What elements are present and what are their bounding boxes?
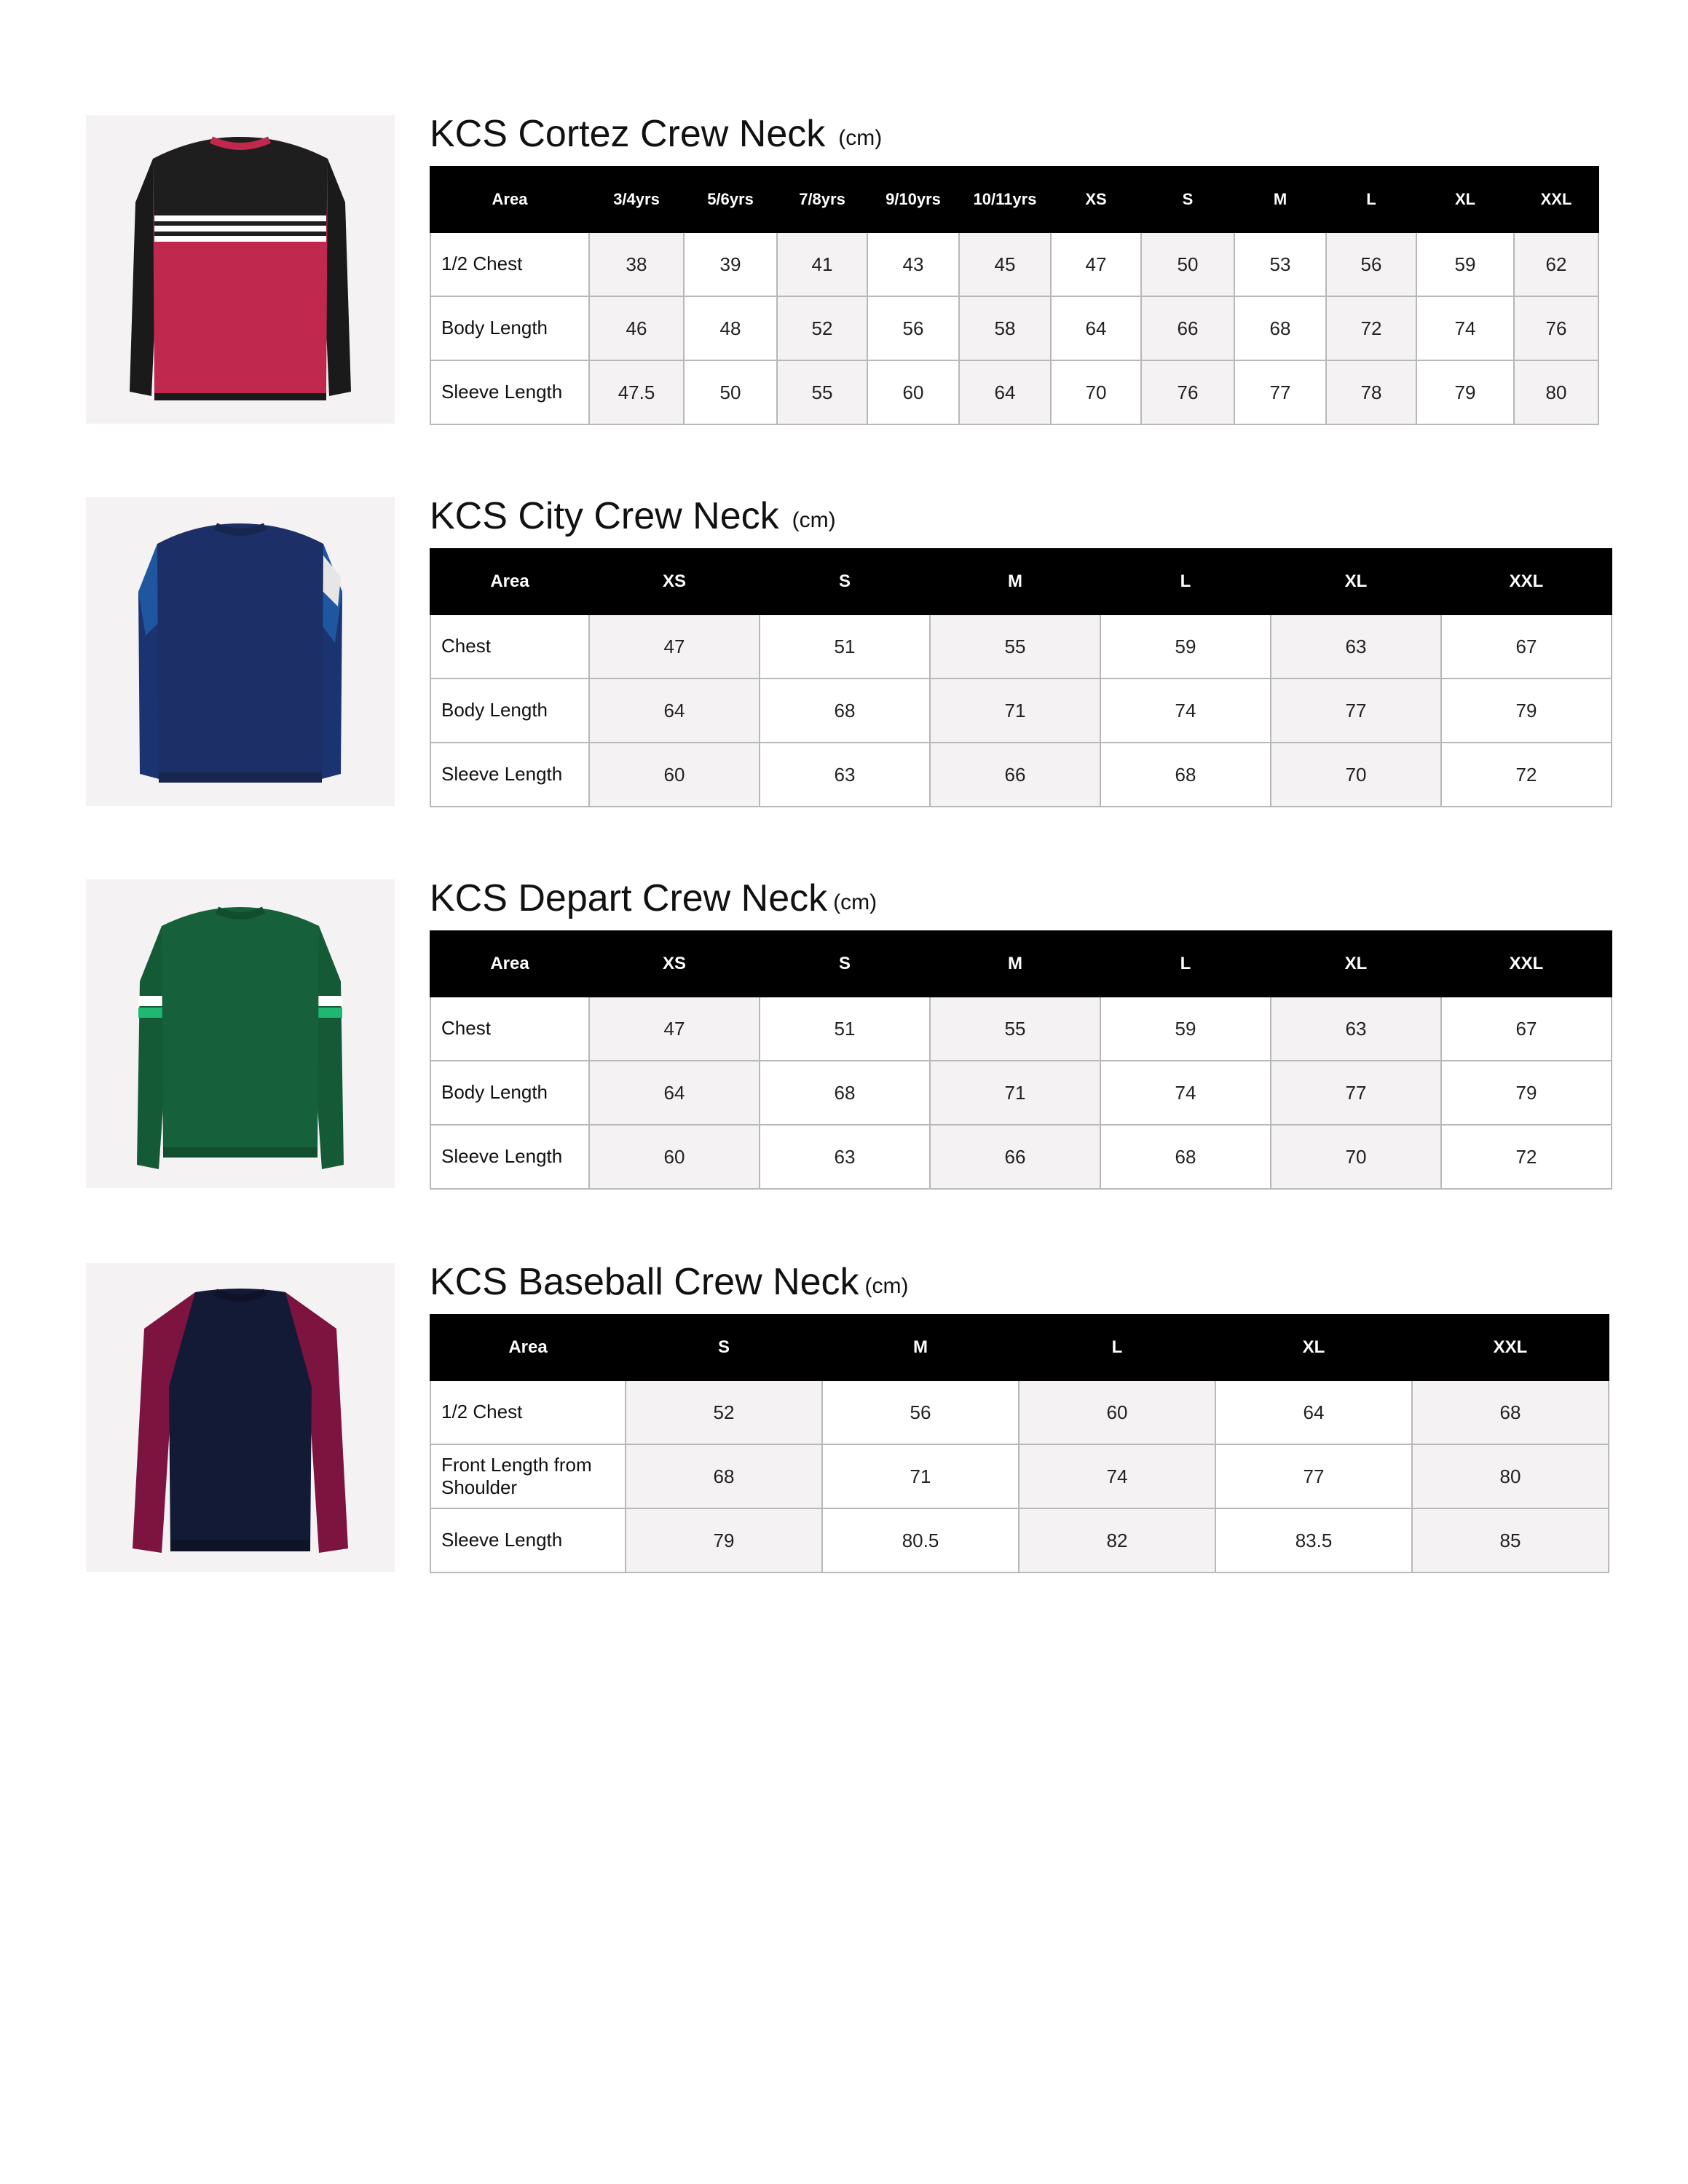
column-header: Area	[430, 931, 589, 997]
column-header: Area	[430, 1315, 626, 1380]
column-header: XXL	[1412, 1315, 1609, 1380]
table-cell: 70	[1051, 360, 1141, 424]
table-cell: 72	[1441, 743, 1612, 807]
table-cell: 59	[1100, 614, 1271, 678]
row-label: Body Length	[430, 296, 589, 360]
table-row	[430, 614, 1612, 678]
table-row	[430, 1061, 1612, 1125]
table-cell: 53	[1234, 232, 1326, 296]
table-cell: 79	[1416, 360, 1514, 424]
table-cell: 64	[589, 678, 760, 743]
unit-label: (cm)	[792, 508, 836, 532]
table-cell: 60	[589, 743, 760, 807]
table-cell: 68	[1100, 1125, 1271, 1189]
table-cell: 76	[1514, 296, 1598, 360]
row-label: 1/2 Chest	[430, 1380, 626, 1444]
table-cell: 48	[684, 296, 777, 360]
table-cell: 64	[1215, 1380, 1412, 1444]
product-title	[430, 1263, 909, 1301]
table-row	[430, 360, 1598, 424]
table-cell: 68	[760, 678, 930, 743]
unit-label: (cm)	[864, 1274, 909, 1298]
table-header-row	[430, 1315, 1609, 1380]
table-cell: 63	[760, 1125, 930, 1189]
table-cell: 82	[1019, 1508, 1215, 1572]
table-cell: 72	[1326, 296, 1416, 360]
table-row	[430, 1380, 1609, 1444]
table-cell: 66	[1141, 296, 1234, 360]
table-cell: 71	[930, 678, 1100, 743]
table-cell: 79	[626, 1508, 822, 1572]
column-header: XS	[589, 931, 760, 997]
row-label: Chest	[430, 997, 589, 1061]
row-label: 1/2 Chest	[430, 232, 589, 296]
size-table	[430, 548, 1612, 807]
table-row	[430, 997, 1612, 1061]
table-cell: 55	[930, 614, 1100, 678]
table-cell: 47	[589, 997, 760, 1061]
row-label: Chest	[430, 614, 589, 678]
table-cell: 52	[777, 296, 867, 360]
table-cell: 45	[959, 232, 1051, 296]
table-cell: 60	[1019, 1380, 1215, 1444]
column-header: XL	[1416, 167, 1514, 232]
column-header: XL	[1215, 1315, 1412, 1380]
table-cell: 55	[777, 360, 867, 424]
unit-label: (cm)	[833, 890, 877, 914]
table-cell: 66	[930, 1125, 1100, 1189]
table-cell: 52	[626, 1380, 822, 1444]
table-cell: 74	[1019, 1444, 1215, 1508]
table-cell: 41	[777, 232, 867, 296]
product-title	[430, 879, 877, 917]
table-header-row	[430, 167, 1598, 232]
table-cell: 80	[1412, 1444, 1609, 1508]
table-cell: 62	[1514, 232, 1598, 296]
table-cell: 77	[1271, 678, 1441, 743]
table-row	[430, 678, 1612, 743]
column-header: M	[822, 1315, 1019, 1380]
column-header: L	[1100, 549, 1271, 614]
table-cell: 70	[1271, 1125, 1441, 1189]
table-cell: 71	[930, 1061, 1100, 1125]
table-row	[430, 1444, 1609, 1508]
product-name: KCS City Crew Neck	[430, 495, 779, 537]
column-header: 3/4yrs	[589, 167, 684, 232]
table-cell: 56	[822, 1380, 1019, 1444]
table-cell: 74	[1100, 1061, 1271, 1125]
table-cell: 47	[1051, 232, 1141, 296]
table-cell: 47	[589, 614, 760, 678]
row-label: Front Length from Shoulder	[430, 1444, 626, 1508]
table-cell: 68	[1412, 1380, 1609, 1444]
table-cell: 47.5	[589, 360, 684, 424]
row-label: Body Length	[430, 678, 589, 743]
table-cell: 71	[822, 1444, 1019, 1508]
column-header: XXL	[1441, 931, 1612, 997]
table-cell: 67	[1441, 614, 1612, 678]
table-cell: 59	[1100, 997, 1271, 1061]
column-header: XS	[589, 549, 760, 614]
table-cell: 80.5	[822, 1508, 1019, 1572]
column-header: Area	[430, 167, 589, 232]
column-header: XS	[1051, 167, 1141, 232]
navy-blue-crew-neck-sweater-icon	[86, 497, 395, 806]
table-cell: 39	[684, 232, 777, 296]
table-cell: 56	[1326, 232, 1416, 296]
table-cell: 51	[760, 997, 930, 1061]
product-title	[430, 115, 882, 153]
table-row	[430, 296, 1598, 360]
table-cell: 38	[589, 232, 684, 296]
table-cell: 74	[1100, 678, 1271, 743]
column-header: M	[930, 549, 1100, 614]
table-cell: 79	[1441, 678, 1612, 743]
row-label: Sleeve Length	[430, 1508, 626, 1572]
table-cell: 64	[1051, 296, 1141, 360]
table-cell: 51	[760, 614, 930, 678]
table-cell: 77	[1215, 1444, 1412, 1508]
table-cell: 79	[1441, 1061, 1612, 1125]
row-label: Sleeve Length	[430, 743, 589, 807]
column-header: M	[1234, 167, 1326, 232]
column-header: 7/8yrs	[777, 167, 867, 232]
column-header: XL	[1271, 931, 1441, 997]
table-cell: 63	[1271, 997, 1441, 1061]
table-cell: 80	[1514, 360, 1598, 424]
product-name: KCS Baseball Crew Neck	[430, 1261, 859, 1303]
table-cell: 70	[1271, 743, 1441, 807]
table-cell: 59	[1416, 232, 1514, 296]
table-cell: 55	[930, 997, 1100, 1061]
column-header: L	[1326, 167, 1416, 232]
column-header: 10/11yrs	[959, 167, 1051, 232]
unit-label: (cm)	[838, 126, 883, 150]
column-header: XL	[1271, 549, 1441, 614]
table-cell: 83.5	[1215, 1508, 1412, 1572]
column-header: M	[930, 931, 1100, 997]
table-cell: 46	[589, 296, 684, 360]
table-cell: 78	[1326, 360, 1416, 424]
table-cell: 60	[867, 360, 959, 424]
red-black-crew-neck-sweater-icon	[86, 115, 395, 424]
product-title	[430, 497, 836, 535]
row-label: Sleeve Length	[430, 1125, 589, 1189]
column-header: S	[760, 549, 930, 614]
table-row	[430, 232, 1598, 296]
table-cell: 72	[1441, 1125, 1612, 1189]
table-cell: 68	[760, 1061, 930, 1125]
column-header: XXL	[1441, 549, 1612, 614]
table-cell: 64	[959, 360, 1051, 424]
table-row	[430, 1125, 1612, 1189]
column-header: S	[626, 1315, 822, 1380]
table-cell: 77	[1271, 1061, 1441, 1125]
table-cell: 50	[684, 360, 777, 424]
column-header: L	[1100, 931, 1271, 997]
size-table	[430, 166, 1599, 425]
table-cell: 77	[1234, 360, 1326, 424]
table-cell: 76	[1141, 360, 1234, 424]
column-header: S	[760, 931, 930, 997]
table-row	[430, 743, 1612, 807]
table-cell: 67	[1441, 997, 1612, 1061]
table-cell: 50	[1141, 232, 1234, 296]
table-cell: 58	[959, 296, 1051, 360]
column-header: 5/6yrs	[684, 167, 777, 232]
size-table	[430, 930, 1612, 1190]
table-row	[430, 1508, 1609, 1572]
product-name: KCS Cortez Crew Neck	[430, 113, 826, 155]
table-cell: 66	[930, 743, 1100, 807]
size-table	[430, 1314, 1609, 1573]
table-cell: 63	[1271, 614, 1441, 678]
column-header: S	[1141, 167, 1234, 232]
product-name: KCS Depart Crew Neck	[430, 877, 828, 919]
green-crew-neck-sweater-icon	[86, 879, 395, 1188]
table-header-row	[430, 549, 1612, 614]
table-cell: 60	[589, 1125, 760, 1189]
row-label: Sleeve Length	[430, 360, 589, 424]
column-header: L	[1019, 1315, 1215, 1380]
table-cell: 64	[589, 1061, 760, 1125]
column-header: XXL	[1514, 167, 1598, 232]
table-cell: 68	[1234, 296, 1326, 360]
row-label: Body Length	[430, 1061, 589, 1125]
table-cell: 43	[867, 232, 959, 296]
table-cell: 85	[1412, 1508, 1609, 1572]
column-header: 9/10yrs	[867, 167, 959, 232]
table-cell: 68	[626, 1444, 822, 1508]
table-cell: 68	[1100, 743, 1271, 807]
table-cell: 56	[867, 296, 959, 360]
table-header-row	[430, 931, 1612, 997]
table-cell: 74	[1416, 296, 1514, 360]
navy-maroon-crew-neck-sweater-icon	[86, 1263, 395, 1572]
column-header: Area	[430, 549, 589, 614]
table-cell: 63	[760, 743, 930, 807]
